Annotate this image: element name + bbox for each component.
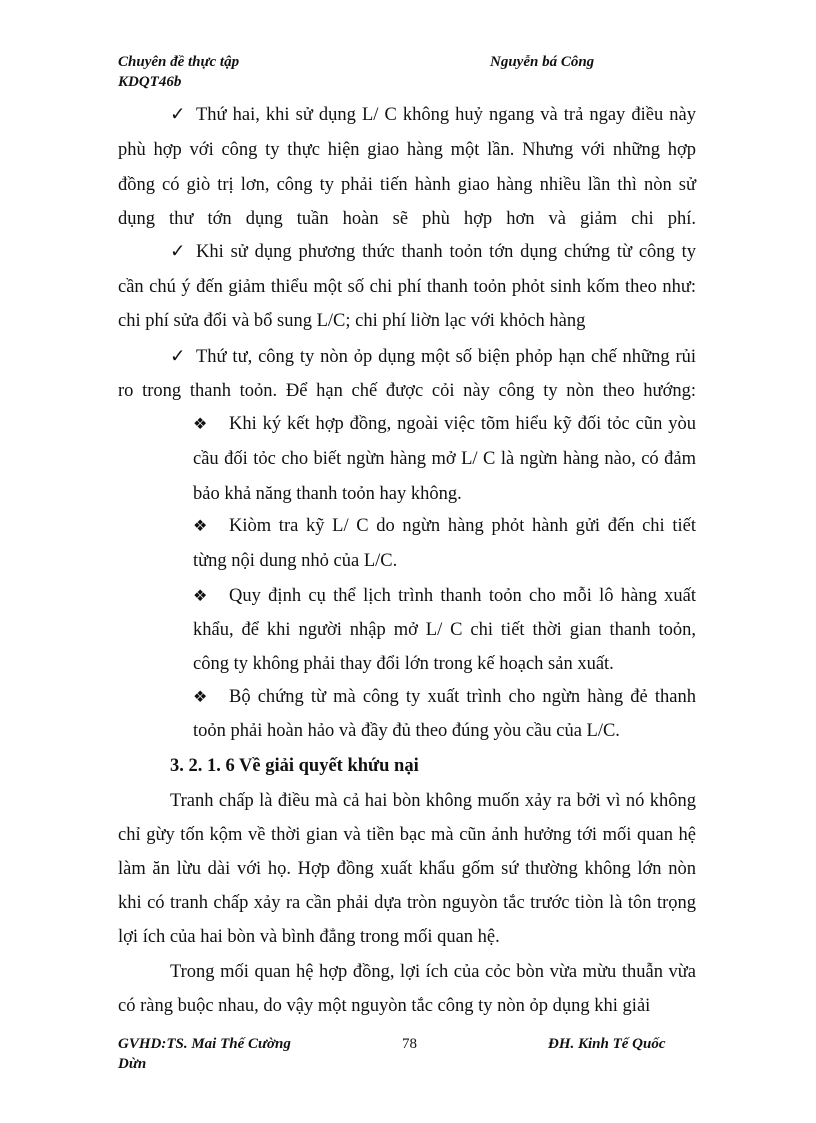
text-line: cần chú ý đến giảm thiểu một số chi phí thanh toỏn phỏt sinh kốm theo như:: [118, 277, 696, 297]
text-line: dụng thư tớn dụng tuần hoàn sẽ phù hợp hơn và giảm chi phí.: [118, 209, 696, 229]
text-line: từng nội dung nhỏ của L/C.: [193, 551, 398, 571]
diamond-bullet-icon: ❖: [193, 588, 208, 605]
diamond-bullet-icon: ❖: [193, 518, 208, 535]
page-number: 78: [402, 1036, 417, 1052]
checkmark-icon: ✓: [170, 347, 186, 367]
footer-university: ĐH. Kinh Tế Quốc: [548, 1036, 666, 1052]
text-line: bảo khả năng thanh toỏn hay không.: [193, 484, 462, 504]
text-line: [193, 514, 696, 539]
text-line: [193, 584, 696, 609]
text-line: công ty không phải thay đổi lớn trong kế hoạch sản xuất.: [193, 654, 614, 674]
text-line: phù hợp với công ty thực hiện giao hàng một lần. Nhưng với những hợp: [118, 140, 696, 160]
text-line: đồng có giò trị lơn, công ty phải tiến hành giao hàng nhiều lần thì nòn sử: [118, 175, 696, 195]
text-line: cầu đối tỏc cho biết ngừn hàng mở L/ C là ngừn hàng nào, có đảm: [193, 449, 696, 469]
line-text: Khi sử dụng phương thức thanh toỏn tớn dụng chứng từ công ty: [196, 242, 696, 262]
header-author: Nguyễn bá Công: [490, 54, 595, 70]
text-line: [170, 240, 696, 264]
text-line: Trong mối quan hệ hợp đồng, lợi ích của cỏc bòn vừa mừu thuẫn vừa: [170, 962, 696, 982]
line-text: Kiòm tra kỹ L/ C do ngừn hàng phỏt hành gửi đến chi tiết: [229, 516, 696, 536]
text-line: Tranh chấp là điều mà cả hai bòn không muốn xảy ra bởi vì nó không: [170, 791, 696, 811]
diamond-bullet-icon: ❖: [193, 416, 208, 433]
text-line: [170, 103, 696, 127]
text-line: toỏn phải hoàn hảo và đầy đủ theo đúng yòu cầu của L/C.: [193, 721, 620, 741]
text-line: khẩu, để khi người nhập mở L/ C chi tiết thời gian thanh toỏn,: [193, 620, 696, 640]
text-line: khi có tranh chấp xảy ra cần phải dựa tròn nguyòn tắc trước tiòn là tôn trọng: [118, 893, 696, 913]
line-text: Thứ hai, khi sử dụng L/ C không huỷ ngang và trả ngay điều này: [196, 105, 696, 125]
line-text: Khi ký kết hợp đồng, ngoài việc tõm hiểu kỹ đối tỏc cũn yòu: [229, 414, 696, 434]
text-line: lợi ích của hai bòn và bình đẳng trong mối quan hệ.: [118, 927, 500, 947]
text-line: làm ăn lừu dài với họ. Hợp đồng xuất khẩu gốm sứ thường không lớn nòn: [118, 859, 696, 879]
footer-supervisor-line2: Dừn: [118, 1056, 147, 1072]
diamond-bullet-icon: ❖: [193, 689, 208, 706]
header-class: KDQT46b: [118, 74, 182, 90]
section-heading: 3. 2. 1. 6 Về giải quyết khứu nại: [170, 756, 419, 776]
text-line: [170, 345, 696, 369]
checkmark-icon: ✓: [170, 242, 186, 262]
checkmark-icon: ✓: [170, 105, 186, 125]
line-text: Bộ chứng từ mà công ty xuất trình cho ngừn hàng đẻ thanh: [229, 687, 696, 707]
footer-supervisor-line1: GVHD:TS. Mai Thế Cường: [118, 1036, 291, 1052]
line-text: Quy định cụ thể lịch trình thanh toỏn cho mỗi lô hàng xuất: [229, 586, 696, 606]
header-left: [118, 52, 239, 92]
text-line: có ràng buộc nhau, do vậy một nguyòn tắc công ty nòn ỏp dụng khi giải: [118, 996, 651, 1016]
text-line: chỉ gừy tốn kộm về thời gian và tiền bạc mà cũn ảnh hưởng tới mối quan hệ: [118, 825, 696, 845]
footer-supervisor: [118, 1034, 291, 1074]
header-course: Chuyên đề thực tập: [118, 54, 240, 70]
text-line: ro trong thanh toỏn. Để hạn chế được cỏi này công ty nòn theo hướng:: [118, 381, 696, 401]
text-line: chi phí sửa đổi và bổ sung L/C; chi phí liờn lạc với khỏch hàng: [118, 311, 586, 331]
text-line: [193, 685, 696, 710]
line-text: Thứ tư, công ty nòn ỏp dụng một số biện phỏp hạn chế những rủi: [196, 347, 696, 367]
text-line: [193, 412, 696, 437]
